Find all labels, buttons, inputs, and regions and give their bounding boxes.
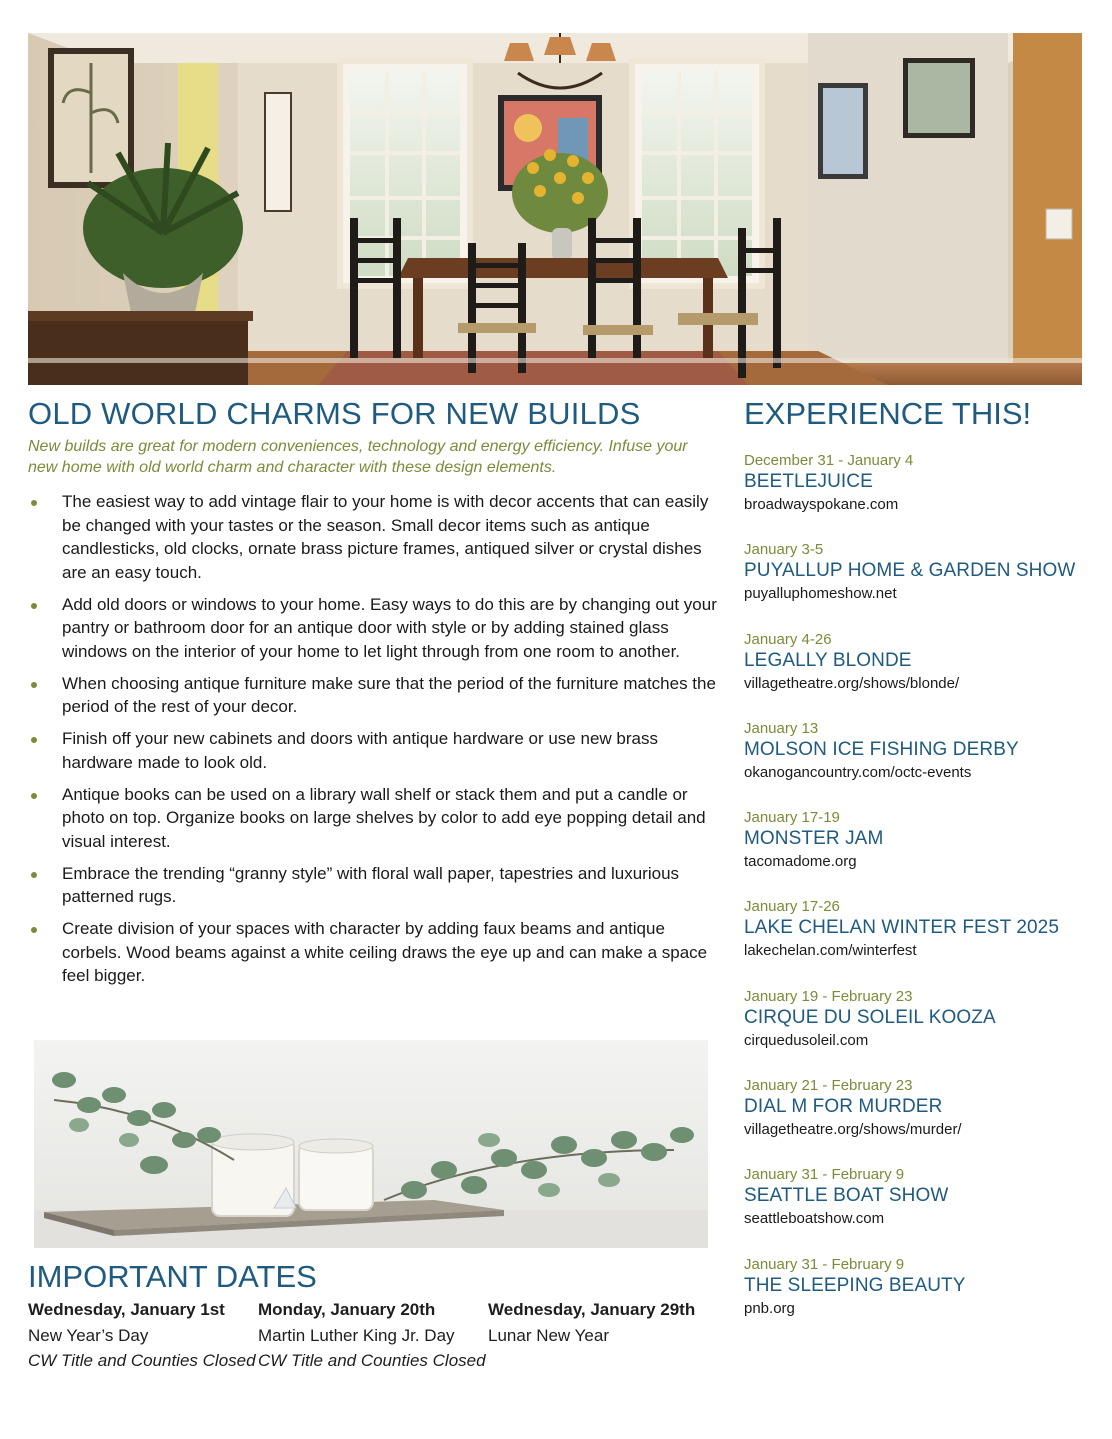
bullet-icon	[31, 737, 37, 743]
event-item	[744, 897, 1084, 986]
event-name: DIAL M FOR MURDER	[744, 1096, 943, 1118]
event-name: SEATTLE BOAT SHOW	[744, 1185, 949, 1207]
tip-text: Create division of your spaces with character by adding faux beams and antique corbels. Wood beams against a white ceiling draws the eye up and can make a space feel bigger.	[62, 919, 708, 985]
event-dates: January 19 - February 23	[744, 987, 913, 1005]
experience-section	[744, 396, 1084, 1344]
tip-item	[28, 593, 718, 664]
closure-note: CW Title and Counties Closed	[258, 1351, 486, 1370]
tip-item	[28, 672, 718, 719]
bullet-icon	[31, 500, 37, 506]
article-title: OLD WORLD CHARMS FOR NEW BUILDS	[28, 396, 641, 431]
bullet-icon	[31, 793, 37, 799]
article-subtitle: New builds are great for modern conveniences, technology and energy efficiency. Infuse your new home with old world charm and character with these design elements.	[28, 438, 688, 476]
event-name: LEGALLY BLONDE	[744, 649, 912, 671]
event-dates: January 31 - February 9	[744, 1166, 905, 1184]
tip-item	[28, 490, 718, 584]
event-dates: January 4-26	[744, 630, 832, 648]
tips-list	[28, 490, 718, 988]
hero-dining-room-image	[28, 33, 1082, 385]
event-item	[744, 1076, 1084, 1165]
candles-eucalyptus-image	[34, 1040, 708, 1248]
bullet-icon	[31, 603, 37, 609]
tip-text: Antique books can be used on a library wall shelf or stack them and put a candle or photo on top. Organize books on large shelves by color to add eye popping detail and visual interest.	[62, 784, 706, 851]
event-url[interactable]: villagetheatre.org/shows/murder/	[744, 1121, 962, 1139]
event-name: MONSTER JAM	[744, 828, 884, 850]
tip-item	[28, 727, 718, 774]
event-url[interactable]: okanogancountry.com/octc-events	[744, 763, 972, 781]
event-name: PUYALLUP HOME & GARDEN SHOW	[744, 560, 1076, 582]
event-item	[744, 630, 1084, 719]
date-label: Monday, January 20th	[258, 1300, 436, 1319]
event-dates: January 13	[744, 719, 819, 737]
important-dates	[28, 1259, 718, 1374]
event-name: CIRQUE DU SOLEIL KOOZA	[744, 1006, 996, 1028]
event-item	[744, 808, 1084, 897]
article	[28, 396, 718, 996]
tip-text: The easiest way to add vintage flair to your home is with decor accents that can easily be changed with your tastes or the season. Small decor items such as antique candlesticks, old clocks, ornate brass picture frames, antiqued silver or crystal dishes are an easy touch.	[62, 492, 709, 582]
bullet-icon	[31, 872, 37, 878]
event-url[interactable]: tacomadome.org	[744, 853, 857, 871]
holiday-name: Martin Luther King Jr. Day	[258, 1325, 455, 1345]
event-name: LAKE CHELAN WINTER FEST 2025	[744, 917, 1059, 939]
event-name: THE SLEEPING BEAUTY	[744, 1274, 966, 1296]
event-item	[744, 540, 1084, 629]
tip-text: Add old doors or windows to your home. Easy ways to do this are by changing out your pantry or bathroom door for an antique door with style or by adding stained glass windows on the interior of your home to let light through from one room to another.	[62, 594, 717, 661]
event-url[interactable]: cirquedusoleil.com	[744, 1031, 869, 1049]
bullet-icon	[31, 927, 37, 933]
important-dates-title: IMPORTANT DATES	[28, 1259, 317, 1294]
tip-text: When choosing antique furniture make sure that the period of the furniture matches the period of the rest of your decor.	[62, 673, 716, 716]
event-item	[744, 987, 1084, 1076]
tip-item	[28, 783, 718, 854]
date-column	[488, 1297, 718, 1374]
closure-note: CW Title and Counties Closed	[28, 1351, 256, 1370]
event-item	[744, 1255, 1084, 1344]
event-name: MOLSON ICE FISHING DERBY	[744, 738, 1019, 760]
event-url[interactable]: lakechelan.com/winterfest	[744, 942, 917, 960]
event-item	[744, 719, 1084, 808]
experience-title: EXPERIENCE THIS!	[744, 396, 1032, 431]
event-dates: January 3-5	[744, 541, 824, 559]
event-url[interactable]: puyalluphomeshow.net	[744, 585, 897, 603]
event-dates: January 31 - February 9	[744, 1255, 905, 1273]
date-column	[258, 1297, 488, 1374]
event-dates: December 31 - January 4	[744, 452, 914, 469]
date-column	[28, 1297, 258, 1374]
event-url[interactable]: broadwayspokane.com	[744, 496, 899, 513]
tip-item	[28, 862, 718, 909]
bullet-icon	[31, 682, 37, 688]
event-dates: January 21 - February 23	[744, 1077, 913, 1095]
date-label: Wednesday, January 1st	[28, 1300, 225, 1319]
event-dates: January 17-26	[744, 898, 840, 916]
event-name: BEETLEJUICE	[744, 471, 873, 492]
event-item	[744, 1165, 1084, 1254]
event-item	[744, 451, 1084, 540]
holiday-name: Lunar New Year	[488, 1325, 609, 1345]
tip-text: Finish off your new cabinets and doors with antique hardware or use new brass hardware made to look old.	[62, 729, 658, 772]
event-dates: January 17-19	[744, 809, 840, 827]
event-url[interactable]: villagetheatre.org/shows/blonde/	[744, 674, 960, 692]
event-list	[744, 451, 1084, 1344]
holiday-name: New Year’s Day	[28, 1325, 149, 1345]
event-url[interactable]: pnb.org	[744, 1299, 795, 1317]
event-url[interactable]: seattleboatshow.com	[744, 1210, 885, 1228]
tip-text: Embrace the trending “granny style” with floral wall paper, tapestries and luxurious patterned rugs.	[62, 863, 680, 906]
tip-item	[28, 917, 718, 988]
date-label: Wednesday, January 29th	[488, 1300, 696, 1319]
